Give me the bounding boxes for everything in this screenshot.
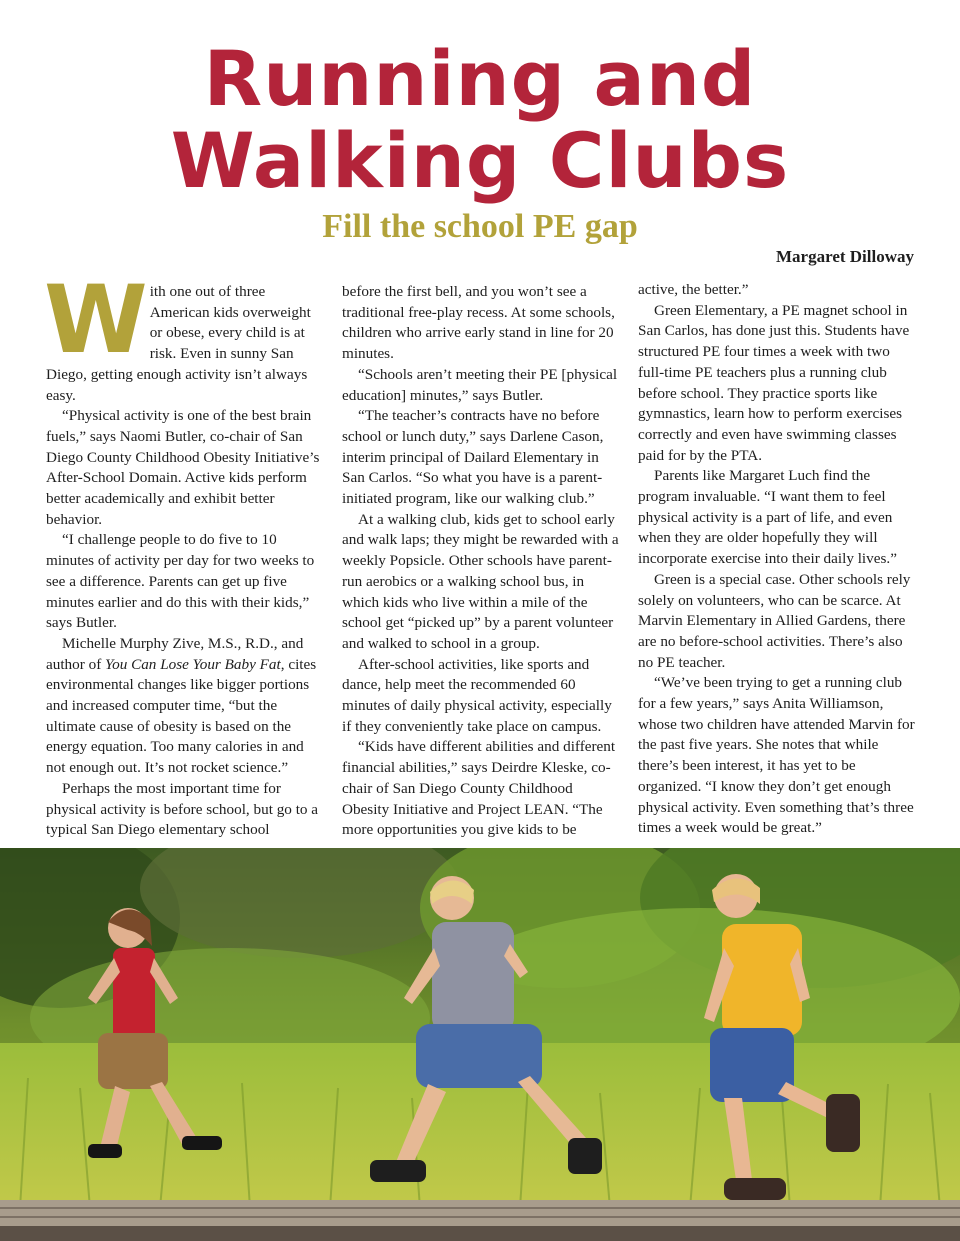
author-byline: Margaret Dilloway	[775, 247, 914, 266]
paragraph: “Physical activity is one of the best brain fuels,” says Naomi Butler, co-chair of San Diego County Childhood Obesity Initiative’s After-School Domain. Active kids perform better academically and exhibit better behavior.	[46, 407, 320, 528]
paragraph: Perhaps the most important time for physical activity is before school, but go to a typical San Diego elementary school	[46, 779, 319, 839]
article-title	[0, 34, 960, 205]
paragraph: active, the better.”	[638, 281, 749, 298]
running-kids-photo	[0, 848, 960, 1241]
paragraph: At a walking club, kids get to school early and walk laps; they might be rewarded with a weekly Popsicle. Other schools have parent-run aerobics or a walking school bus, in which kids who live within a mile of the school get “picked up” by a parent volunteer and walked to school in a group.	[342, 510, 619, 652]
title-line-2: Walking Clubs	[170, 116, 790, 205]
paragraph: “Schools aren’t meeting their PE [physical education] minutes,” says Butler.	[342, 365, 618, 404]
paragraph: ith one out of three American kids overweight or obese, every child is at risk. Even in sunny San Diego, getting enough activity isn’t always easy.	[46, 283, 311, 404]
paragraph	[46, 634, 326, 779]
paragraph: “Kids have different abilities and different financial abilities,” says Deirdre Kleske, co-chair of San Diego County Childhood Obesity Initiative and Project LEAN. “The more opportunities you give kids to be	[342, 738, 616, 839]
book-title: You Can Lose Your Baby Fat	[105, 655, 281, 673]
article-subtitle: Fill the school PE gap	[322, 208, 638, 245]
text-column-2	[342, 282, 622, 841]
paragraph: “I challenge people to do five to 10 minutes of activity per day for two weeks to see a difference. Parents can get up five minutes earlier and do this with their kids,” says Butler.	[46, 531, 315, 632]
paragraph: Parents like Margaret Luch find the program invaluable. “I want them to feel physical activity is a part of life, and even when they are older hopefully they will incorporate exercise into their daily lives.”	[638, 467, 897, 568]
paragraph: “We’ve been trying to get a running club for a few years,” says Anita Williamson, whose two children have attended Marvin for the past five years. She notes that while there’s been interest, it has yet to be organized. “I know they don’t get enough physical activity. Even something that’s three times a week would be great.”	[638, 674, 915, 837]
drop-cap: W	[44, 266, 144, 375]
text-column-1	[44, 266, 326, 841]
paragraph: before the first bell, and you won’t see a traditional free-play recess. At some schools, children who arrive early stand in line for 20 minutes.	[342, 283, 615, 363]
text-column-3	[638, 280, 918, 839]
paragraph: Green is a special case. Other schools rely solely on volunteers, who can be scarce. At Marvin Elementary in Allied Gardens, there are no before-school activities. There’s also no PE teacher.	[638, 570, 911, 671]
paragraph: “The teacher’s contracts have no before school or lunch duty,” says Darlene Cason, interim principal of Dailard Elementary in San Carlos. “So what you have is a parent-initiated program, like our walking club.”	[342, 407, 604, 508]
title-line-1: Running and	[203, 34, 757, 123]
paragraph: Green Elementary, a PE magnet school in San Carlos, has done just this. Students have structured PE four times a week with two full-time PE teachers plus a running club before school. They practice sports like gymnastics, learn how to perform exercises correctly and even have swimming classes paid for by the PTA.	[638, 301, 910, 464]
paragraph-text: , cites environmental changes like bigger portions and increased computer time, “but the ultimate cause of obesity is based on the energy equation. Too many calories in and not enough out. It’s not rocket science.”	[46, 655, 317, 777]
paragraph: After-school activities, like sports and dance, help meet the recommended 60 minutes of daily physical activity, especially if they conveniently take place on campus.	[342, 655, 612, 735]
paragraph-text: Michelle Murphy Zive, M.S., R.D., and author of	[46, 634, 304, 673]
